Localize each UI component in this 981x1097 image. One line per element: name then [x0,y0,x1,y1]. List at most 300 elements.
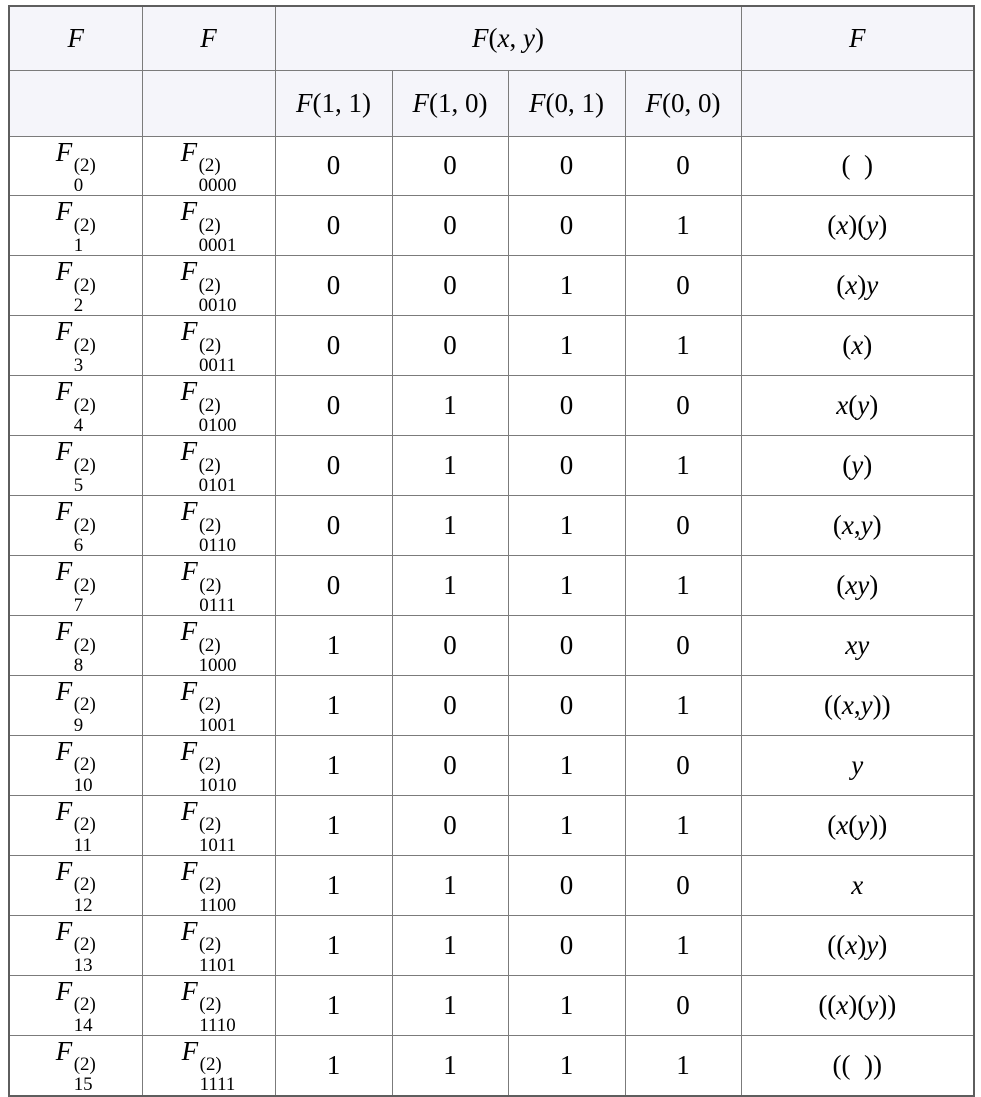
expression-formula: (x)y [836,270,879,301]
value-f01-cell: 1 [508,975,625,1035]
value-f10-cell: 0 [392,676,508,736]
function-subscript-bits: 0011 [198,355,237,376]
value-f01-cell: 0 [508,676,625,736]
function-symbol: F [181,975,199,1006]
function-subscript-bits: 0000 [198,175,237,196]
value-f00-cell: 1 [625,316,741,376]
function-scripts [199,216,237,256]
value-f10-cell: 1 [392,1035,508,1095]
function-code-cell [142,975,275,1035]
function-code-notation [180,136,237,196]
header-values-group-label: F(x, y) [472,22,544,53]
expression-cell [741,915,974,975]
expression-cell [741,316,974,376]
table-row [9,256,974,316]
value-f00-cell: 0 [625,496,741,556]
function-index-notation [55,436,96,496]
header-empty-cell [9,70,142,136]
value-f01-cell: 0 [508,136,625,196]
expression-cell [741,436,974,496]
function-scripts [74,636,96,676]
value-f01-cell: 1 [508,256,625,316]
expression-cell [741,136,974,196]
expression-formula: ( ) [841,150,874,181]
value-f01-cell: 1 [508,316,625,376]
expression-cell [741,676,974,736]
value-f10-cell: 0 [392,616,508,676]
function-symbol: F [55,496,73,527]
expression-cell [741,1035,974,1095]
expression-formula: ((x)(y)) [818,989,897,1020]
function-scripts [74,695,96,735]
header-row-subcolumns [9,70,974,136]
value-f10-cell: 1 [392,496,508,556]
function-subscript-bits: 0100 [198,414,237,436]
function-code-cell [142,196,275,256]
function-symbol: F [55,676,73,707]
table-row [9,316,974,376]
function-symbol: F [180,496,198,527]
function-subscript-index: 1 [73,235,84,256]
function-index-cell [9,1035,142,1095]
function-code-notation [180,196,237,256]
function-code-cell [142,855,275,915]
function-index-cell [9,736,142,796]
expression-cell [741,256,974,316]
function-superscript: (2) [198,454,221,476]
function-code-cell [142,496,275,556]
function-index-notation [55,496,96,556]
function-superscript: (2) [73,394,96,416]
function-scripts [199,875,236,915]
function-code-notation [181,1035,236,1096]
value-f01-cell: 1 [508,1035,625,1095]
expression-formula: (x(y)) [827,809,888,840]
function-superscript: (2) [198,634,221,656]
value-f10-cell: 1 [392,855,508,915]
function-subscript-index: 2 [73,295,84,316]
function-subscript-bits: 0110 [198,534,237,556]
value-f00-cell: 0 [625,975,741,1035]
function-scripts [199,995,235,1035]
function-symbol: F [55,196,73,227]
function-index-cell [9,256,142,316]
function-index-cell [9,496,142,556]
header-f11-label: F(1, 1) [296,87,371,118]
table-row [9,496,974,556]
function-index-cell [9,316,142,376]
table-row [9,556,974,616]
function-scripts [74,336,96,376]
value-f10-cell: 1 [392,556,508,616]
table-row [9,616,974,676]
function-index-notation [55,196,96,256]
value-f01-cell: 1 [508,556,625,616]
value-f00-cell: 1 [625,556,741,616]
function-superscript: (2) [73,274,96,296]
function-superscript: (2) [73,154,96,176]
function-index-cell [9,915,142,975]
expression-formula: ((x,y)) [823,690,891,721]
table-row [9,376,974,436]
function-subscript-index: 9 [73,714,84,736]
function-scripts [199,336,236,376]
function-symbol: F [180,616,198,647]
function-subscript-index: 7 [73,594,84,616]
function-index-cell [9,975,142,1035]
function-scripts [199,815,236,855]
value-f00-cell: 0 [625,376,741,436]
header-f10 [392,70,508,136]
function-code-cell [142,256,275,316]
header-function-index [9,6,142,70]
function-superscript: (2) [198,934,221,956]
value-f00-cell: 0 [625,736,741,796]
value-f11-cell: 0 [275,136,392,196]
expression-cell [741,616,974,676]
function-code-notation [180,855,237,916]
value-f10-cell: 0 [392,136,508,196]
function-index-cell [9,855,142,915]
function-symbol: F [180,376,198,407]
function-symbol: F [180,855,198,886]
function-subscript-index: 5 [73,474,84,496]
function-code-notation [180,915,237,976]
function-code-notation [180,795,237,856]
function-scripts [199,516,236,556]
function-symbol: F [55,376,73,407]
value-f01-cell: 0 [508,855,625,915]
header-function-code [142,6,275,70]
expression-cell [741,736,974,796]
function-scripts [74,1055,96,1095]
function-scripts [74,935,96,975]
function-code-notation [180,736,237,796]
function-scripts [199,636,237,676]
function-index-cell [9,196,142,256]
function-symbol: F [181,556,199,587]
header-function-code-label: F [200,22,217,53]
value-f01-cell: 1 [508,496,625,556]
function-subscript-bits: 1101 [198,954,237,976]
function-code-notation [180,496,237,556]
function-code-notation [180,316,237,376]
value-f11-cell: 1 [275,855,392,915]
function-symbol: F [55,436,73,467]
function-scripts [74,456,96,496]
expression-cell [741,795,974,855]
header-row-top [9,6,974,70]
function-superscript: (2) [198,694,221,716]
expression-formula: (( )) [832,1049,883,1080]
function-superscript: (2) [73,754,96,776]
function-code-cell [142,736,275,796]
function-superscript: (2) [198,754,221,776]
function-subscript-bits: 1011 [198,834,237,856]
value-f11-cell: 0 [275,256,392,316]
value-f10-cell: 0 [392,736,508,796]
function-subscript-bits: 0101 [198,474,237,496]
function-scripts [74,995,96,1035]
function-superscript: (2) [73,214,96,236]
function-scripts [74,755,96,795]
function-scripts [74,216,96,256]
header-function-index-label: F [67,22,84,53]
value-f01-cell: 0 [508,616,625,676]
function-subscript-bits: 1001 [198,714,237,736]
value-f10-cell: 1 [392,436,508,496]
function-index-cell [9,556,142,616]
function-subscript-bits: 1110 [199,1014,236,1036]
function-code-notation [181,556,236,616]
value-f11-cell: 1 [275,975,392,1035]
expression-formula: (x,y) [832,510,882,541]
function-superscript: (2) [198,274,221,296]
function-code-cell [142,616,275,676]
value-f11-cell: 1 [275,795,392,855]
value-f11-cell: 1 [275,616,392,676]
table-row [9,136,974,196]
function-index-notation [55,855,96,916]
function-subscript-bits: 1111 [199,1074,236,1096]
function-symbol: F [180,136,198,167]
header-expression-label: F [849,22,866,53]
value-f00-cell: 0 [625,616,741,676]
function-subscript-index: 3 [73,355,84,376]
function-superscript: (2) [198,394,221,416]
function-code-cell [142,136,275,196]
expression-formula: (x)(y) [827,210,888,241]
function-symbol: F [55,616,73,647]
value-f00-cell: 1 [625,1035,741,1095]
function-code-notation [180,616,237,676]
function-superscript: (2) [73,814,96,836]
function-code-notation [180,676,237,736]
function-symbol: F [55,975,73,1006]
expression-cell [741,196,974,256]
function-subscript-bits: 0001 [198,235,237,256]
expression-cell [741,975,974,1035]
header-values-group [275,6,741,70]
value-f00-cell: 0 [625,256,741,316]
function-superscript: (2) [73,454,96,476]
function-code-notation [180,256,237,316]
table-row [9,676,974,736]
function-scripts [74,516,96,556]
function-index-notation [55,376,96,436]
function-superscript: (2) [198,874,221,896]
table-row [9,915,974,975]
function-index-notation [55,676,96,736]
expression-cell [741,376,974,436]
function-symbol: F [55,1035,73,1066]
function-scripts [199,576,235,616]
function-scripts [74,815,96,855]
function-superscript: (2) [73,334,96,356]
table-row [9,436,974,496]
value-f00-cell: 1 [625,676,741,736]
function-index-cell [9,436,142,496]
header-f00 [625,70,741,136]
function-superscript: (2) [199,994,222,1016]
header-f10-label: F(1, 0) [412,87,488,118]
expression-formula: x(y) [836,390,879,421]
table-row [9,196,974,256]
function-superscript: (2) [73,634,96,656]
function-symbol: F [180,256,198,287]
function-code-cell [142,676,275,736]
function-code-cell [142,915,275,975]
function-scripts [74,396,96,436]
function-symbol: F [55,556,73,587]
function-index-notation [55,736,96,796]
function-subscript-bits: 1010 [198,774,237,796]
expression-formula: (x) [842,330,873,361]
table-row [9,795,974,855]
function-symbol: F [55,316,73,347]
function-code-cell [142,436,275,496]
function-index-notation [55,975,96,1036]
value-f11-cell: 1 [275,676,392,736]
function-index-notation [55,316,96,376]
value-f11-cell: 0 [275,496,392,556]
value-f10-cell: 1 [392,376,508,436]
function-superscript: (2) [73,934,96,956]
header-f11 [275,70,392,136]
function-symbol: F [180,736,198,767]
table-row [9,975,974,1035]
function-index-cell [9,376,142,436]
function-scripts [74,276,96,316]
function-superscript: (2) [198,154,221,176]
value-f11-cell: 1 [275,1035,392,1095]
function-scripts [199,156,237,196]
value-f00-cell: 0 [625,855,741,915]
function-scripts [74,156,96,196]
function-scripts [199,276,237,316]
function-scripts [74,576,96,616]
function-index-cell [9,676,142,736]
expression-cell [741,556,974,616]
function-scripts [199,935,236,975]
function-scripts [199,695,237,735]
value-f10-cell: 0 [392,256,508,316]
value-f11-cell: 0 [275,556,392,616]
function-index-notation [55,136,96,196]
function-superscript: (2) [198,514,221,536]
expression-formula: (y) [842,450,873,481]
expression-formula: xy [845,630,870,661]
function-code-cell [142,795,275,855]
function-superscript: (2) [73,994,96,1016]
function-symbol: F [180,795,198,826]
function-subscript-index: 10 [73,774,93,796]
function-superscript: (2) [73,694,96,716]
function-subscript-index: 8 [73,654,84,676]
function-symbol: F [55,736,73,767]
function-superscript: (2) [73,874,96,896]
table-header [9,6,974,136]
expression-formula: ((x)y) [827,929,888,960]
function-subscript-bits: 1100 [198,894,237,916]
function-index-notation [55,795,96,856]
function-symbol: F [180,196,198,227]
function-subscript-index: 13 [73,954,93,976]
value-f00-cell: 1 [625,196,741,256]
value-f00-cell: 0 [625,136,741,196]
value-f01-cell: 0 [508,376,625,436]
function-index-notation [55,256,96,316]
value-f11-cell: 0 [275,376,392,436]
function-symbol: F [181,1035,199,1066]
expression-cell [741,496,974,556]
function-scripts [199,456,237,496]
function-symbol: F [180,436,198,467]
function-index-cell [9,795,142,855]
value-f00-cell: 1 [625,915,741,975]
value-f01-cell: 0 [508,436,625,496]
value-f01-cell: 1 [508,736,625,796]
function-code-cell [142,316,275,376]
value-f11-cell: 0 [275,316,392,376]
expression-cell [741,855,974,915]
function-index-cell [9,616,142,676]
table-row [9,736,974,796]
header-expression [741,6,974,70]
function-subscript-index: 11 [73,834,92,856]
value-f11-cell: 1 [275,915,392,975]
function-symbol: F [55,256,73,287]
function-subscript-bits: 0111 [199,594,236,616]
value-f11-cell: 0 [275,196,392,256]
function-symbol: F [55,915,73,946]
function-code-notation [181,975,236,1036]
function-superscript: (2) [199,574,222,596]
expression-formula: x [851,869,864,900]
function-symbol: F [55,795,73,826]
function-scripts [199,755,237,795]
function-code-notation [180,376,237,436]
function-subscript-index: 14 [73,1014,93,1036]
function-scripts [200,1055,236,1095]
function-symbol: F [55,136,73,167]
header-empty-cell [741,70,974,136]
header-f00-label: F(0, 0) [645,87,721,118]
function-symbol: F [180,316,198,347]
header-f01 [508,70,625,136]
value-f00-cell: 1 [625,795,741,855]
function-index-cell [9,136,142,196]
function-superscript: (2) [198,814,221,836]
function-code-cell [142,556,275,616]
value-f11-cell: 0 [275,436,392,496]
table-row [9,855,974,915]
function-superscript: (2) [73,1054,96,1076]
value-f01-cell: 0 [508,915,625,975]
value-f10-cell: 0 [392,795,508,855]
function-subscript-index: 15 [73,1074,93,1096]
function-subscript-bits: 0010 [198,295,237,316]
value-f10-cell: 1 [392,915,508,975]
function-symbol: F [55,855,73,886]
function-scripts [74,875,96,915]
function-subscript-index: 6 [73,534,84,556]
function-scripts [199,396,237,436]
function-index-notation [55,1035,96,1096]
function-subscript-bits: 1000 [198,654,237,676]
function-superscript: (2) [73,574,96,596]
function-index-notation [55,915,96,976]
